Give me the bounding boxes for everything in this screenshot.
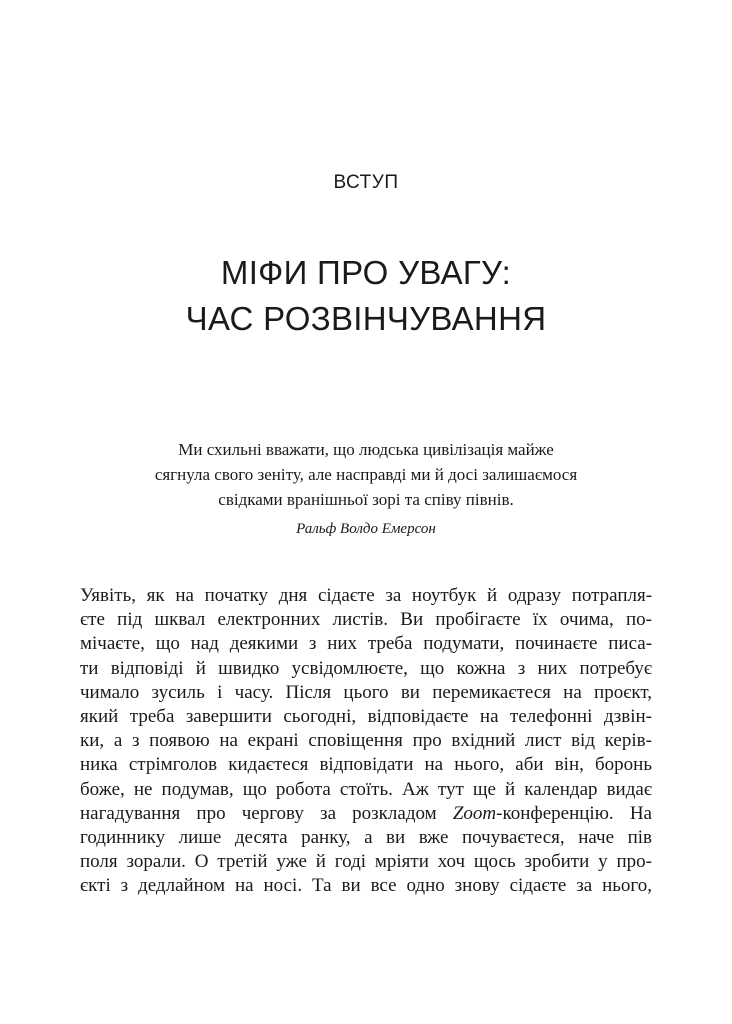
- epigraph-line: Ми схильні вважати, що людська цивілізація майже: [178, 440, 554, 459]
- body-line: поля зорали. О третій уже й годі мріяти хоч щось зробити у про-: [80, 851, 652, 873]
- body-line: боже, не подумав, що робота стоїть. Аж тут ще й календар видає: [80, 778, 652, 800]
- body-line: ника стрімголов кидаєтеся відповідати на нього, аби він, боронь: [80, 754, 653, 776]
- body-line: ки, а з появою на екрані сповіщення про вхідний лист від керів-: [80, 730, 652, 752]
- body-line-with-italic: [80, 802, 652, 826]
- chapter-title: [0, 250, 732, 342]
- body-text-segment: нагадування про чергову за розкладом: [80, 802, 453, 824]
- epigraph-line: свідками вранішньої зорі та співу півнів.: [218, 490, 514, 509]
- chapter-title-line-1: МІФИ ПРО УВАГУ:: [220, 254, 512, 291]
- body-text-segment: -конференцію. На: [496, 802, 652, 824]
- body-line: ти відповіді й швидко усвідомлюєте, що кожна з них потребує: [80, 657, 652, 679]
- body-line: чимало зусиль і часу. Після цього ви перемикаєтеся на проєкт,: [80, 681, 652, 703]
- epigraph: [80, 437, 652, 512]
- body-line: єкті з дедлайном на носі. Та ви все одно знову сідаєте за нього,: [80, 875, 653, 897]
- body-line: єте під шквал електронних листів. Ви пробігаєте їх очима, по-: [80, 609, 653, 631]
- body-line: годиннику лише десята ранку, а ви вже почуваєтеся, наче пів: [80, 827, 652, 849]
- zoom-italic: Zoom: [452, 802, 497, 824]
- body-line: Уявіть, як на початку дня сідаєте за ноутбук й одразу потрапля-: [80, 585, 653, 606]
- body-line: мічаєте, що над деякими з них треба подумати, починаєте писа-: [80, 633, 653, 655]
- epigraph-author: Ральф Волдо Емерсон: [296, 521, 436, 537]
- section-label: ВСТУП: [333, 172, 399, 193]
- body-paragraph: [80, 584, 652, 899]
- chapter-title-line-2: ЧАС РОЗВІНЧУВАННЯ: [185, 300, 547, 337]
- body-line: який треба завершити сьогодні, відповідаєте на телефонні дзвін-: [80, 706, 652, 728]
- epigraph-line: сягнула свого зеніту, але насправді ми й досі залишаємося: [154, 465, 578, 484]
